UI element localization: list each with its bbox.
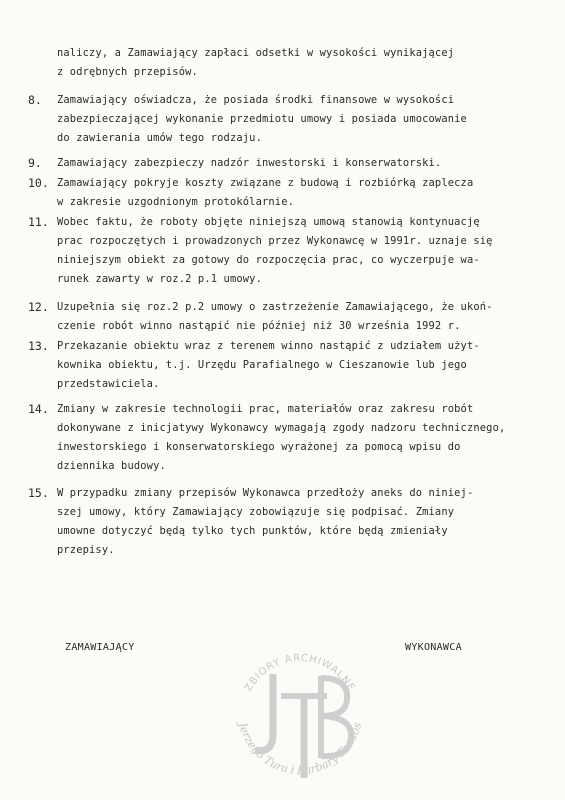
paragraph-line: niniejszym obiekt za gotowy do rozpoczęcia prac, co wyczerpuje wa-: [57, 254, 480, 266]
archive-stamp-graphic: [225, 626, 375, 791]
paragraph-line: Zamawiający zabezpieczy nadzór inwestorski i konserwatorski.: [57, 157, 442, 169]
paragraph-line: w zakresie uzgodnionym protokólarnie.: [57, 196, 295, 208]
svg-text:ZBIORY ARCHIWALNE: [243, 653, 357, 694]
paragraph-line: przepisy.: [57, 544, 115, 556]
stamp-bottom-text: Jerzego Tura i Barbary Tondos: [235, 721, 365, 778]
paragraph-line: Uzupełnia się roz.2 p.2 umowy o zastrzeżenie Zamawiającego, że ukoń-: [57, 301, 493, 313]
paragraph-number: 11.: [28, 215, 49, 229]
paragraph-line: kownika obiektu, t.j. Urzędu Parafialnego w Cieszanowie lub jego: [57, 359, 467, 371]
paragraph-line: z odrębnych przepisów.: [57, 66, 198, 78]
paragraph-line: Wobec faktu, że roboty objęte niniejszą umową stanowią kontynuację: [57, 216, 480, 228]
paragraph-number: 9.: [28, 156, 42, 170]
paragraph-number: 14.: [28, 402, 49, 416]
paragraph-line: Zamawiający pokryje koszty związane z budową i rozbiórką zaplecza: [57, 177, 474, 189]
paragraph-number: 10.: [28, 176, 49, 190]
signature-label-orderer: ZAMAWIAJĄCY: [65, 642, 135, 653]
paragraph-line: naliczy, a Zamawiający zapłaci odsetki w wysokości wynikającej: [57, 47, 455, 59]
paragraph-line: Zmiany w zakresie technologii prac, materiałów oraz zakresu robót: [57, 403, 474, 415]
paragraph-line: czenie robót winno nastąpić nie później niż 30 września 1992 r.: [57, 320, 461, 332]
paragraph-number: 15.: [28, 486, 49, 500]
paragraph-number: 8.: [28, 93, 42, 107]
paragraph-line: zabezpieczającej wykonanie przedmiotu umowy i posiada umocowanie: [57, 113, 467, 125]
paragraph-line: runek zawarty w roz.2 p.1 umowy.: [57, 273, 262, 285]
paragraph-line: umowne dotyczyć będą tylko tych punktów, które będą zmieniały: [57, 525, 448, 537]
paragraph-line: przedstawiciela.: [57, 378, 160, 390]
paragraph-number: 13.: [28, 339, 49, 353]
paragraph-line: szej umowy, który Zamawiający zobowiązuje się podpisać. Zmiany: [57, 506, 455, 518]
paragraph-line: Zamawiający oświadcza, że posiada środki finansowe w wysokości: [57, 94, 455, 106]
paragraph-line: dokonywane z inicjatywy Wykonawcy wymagają zgody nadzoru technicznego,: [57, 422, 506, 434]
paragraph-line: do zawierania umów tego rodzaju.: [57, 132, 262, 144]
paragraph-line: W przypadku zmiany przepisów Wykonawca przedłoży aneks do niniej-: [57, 487, 474, 499]
stamp-top-text: ZBIORY ARCHIWALNE: [243, 652, 357, 694]
signature-label-contractor: WYKONAWCA: [405, 642, 462, 653]
paragraph-number: 12.: [28, 300, 49, 314]
paragraph-line: prac rozpoczętych i prowadzonych przez Wykonawcę w 1991r. uznaje się: [57, 235, 493, 247]
archive-stamp: [225, 626, 375, 791]
paragraph-line: Przekazanie obiektu wraz z terenem winno nastąpić z udziałem użyt-: [57, 340, 480, 352]
paragraph-line: inwestorskiego i konserwatorskiego wyrażonej za pomocą wpisu do: [57, 441, 461, 453]
paragraph-line: dziennika budowy.: [57, 460, 166, 472]
